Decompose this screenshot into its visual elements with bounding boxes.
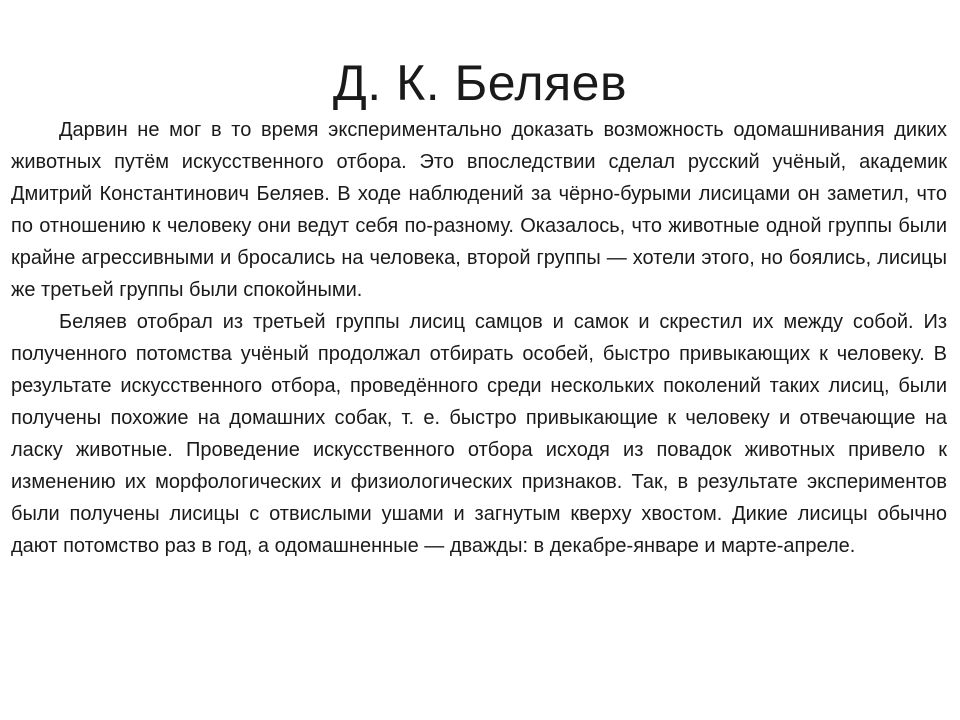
paragraph-2: Беляев отобрал из третьей группы лисиц самцов и самок и скрестил их между собой. Из полученного потомства учёный продолжал отбирать особей, быстро привыкающих к человеку. В результате искусственного отбора, проведённого среди нескольких поколений таких лисиц, были получены похожие на домашних собак, т. е. быстро привыкающие к человеку и отвечающие на ласку животные. Проведение искусственного отбора исходя из повадок животных привело к изменению их морфологических и физиологических признаков. Так, в результате экспериментов были получены лисицы с отвислыми ушами и загнутым кверху хвостом. Дикие лисицы обычно дают потомство раз в год, а одомашненные — дважды: в декабре-январе и марте-апреле.: [11, 311, 947, 557]
slide-body: [11, 114, 947, 562]
slide-title: Д. К. Беляев: [332, 55, 628, 111]
paragraph-1: Дарвин не мог в то время экспериментально доказать возможность одомашнивания диких животных путём искусственного отбора. Это впоследствии сделал русский учёный, академик Дмитрий Константинович Беляев. В ходе наблюдений за чёрно-бурыми лисицами он заметил, что по отношению к человеку они ведут себя по-разному. Оказалось, что животные одной группы были крайне агрессивными и бросались на человека, второй группы — хотели этого, но боялись, лисицы же третьей группы были спокойными.: [11, 119, 947, 301]
